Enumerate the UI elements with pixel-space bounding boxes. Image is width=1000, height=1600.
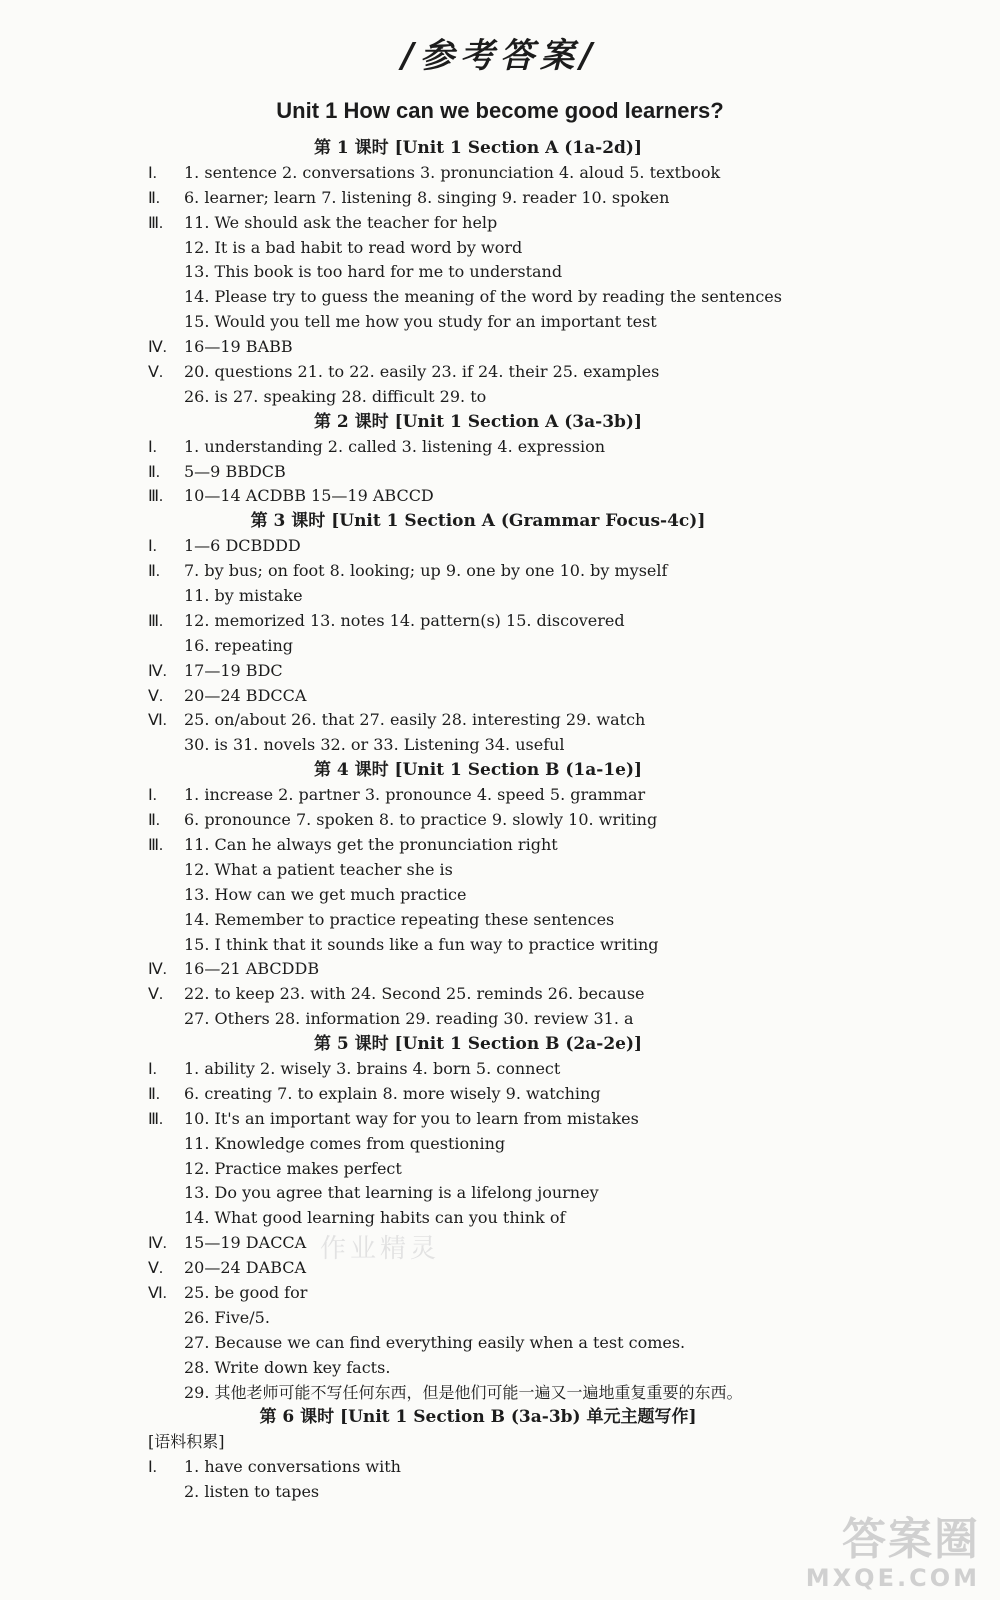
answer-text: 16—19 BABB (184, 337, 293, 357)
question-group-number: Ⅰ. (148, 438, 157, 456)
answer-text: 12. It is a bad habit to read word by word (184, 237, 523, 257)
answer-text: 1. increase 2. partner 3. pronounce 4. speed 5. grammar (184, 785, 646, 805)
answer-line (148, 161, 808, 186)
answer-line (148, 659, 808, 684)
question-group-number: Ⅳ. (148, 662, 167, 680)
answer-line (148, 1157, 808, 1182)
answer-text: 13. How can we get much practice (184, 884, 467, 904)
question-group-number: Ⅰ. (148, 538, 157, 556)
answer-text: 6. pronounce 7. spoken 8. to practice 9. slowly 10. writing (184, 810, 658, 830)
answer-text: 1. have conversations with (184, 1457, 401, 1477)
answer-text: 14. What good learning habits can you think of (184, 1208, 566, 1228)
lesson-heading: 第 6 课时 [Unit 1 Section B (3a-3b) 单元主题写作] (259, 1407, 697, 1428)
question-group-number: Ⅰ. (148, 1060, 157, 1078)
answer-line (148, 1281, 808, 1306)
answer-text: 1. ability 2. wisely 3. brains 4. born 5. connect (184, 1058, 561, 1078)
answer-line (148, 1256, 808, 1281)
answer-text: 15—19 DACCA (184, 1233, 307, 1253)
question-group-number: Ⅴ. (148, 1260, 163, 1278)
section-label (148, 1430, 808, 1455)
answer-text: 11. We should ask the teacher for help (184, 212, 498, 232)
answer-line (148, 1057, 808, 1082)
answer-text: 17—19 BDC (184, 660, 283, 680)
answer-text: 16. repeating (184, 635, 293, 655)
question-group-number: Ⅱ. (148, 1085, 160, 1103)
question-group-number: Ⅲ. (148, 612, 164, 630)
answer-line (148, 310, 808, 335)
question-group-number: Ⅲ. (148, 836, 164, 854)
question-group-number: Ⅳ. (148, 961, 167, 979)
answer-text: 11. Can he always get the pronunciation right (184, 834, 558, 854)
answer-text: 6. creating 7. to explain 8. more wisely 9. watching (184, 1083, 601, 1103)
lesson-heading: 第 1 课时 [Unit 1 Section A (1a-2d)] (313, 138, 642, 158)
lesson-heading: 第 4 课时 [Unit 1 Section B (1a-1e)] (313, 760, 643, 781)
question-group-number: Ⅲ. (148, 1110, 164, 1128)
answer-line (148, 285, 808, 310)
answer-line (148, 609, 808, 634)
answer-text: 20—24 BDCCA (184, 685, 307, 705)
lesson-heading: 第 3 课时 [Unit 1 Section A (Grammar Focus-4c)] (250, 511, 706, 532)
answer-text: 20. questions 21. to 22. easily 23. if 24. their 25. examples (184, 362, 660, 382)
answer-line (148, 435, 808, 460)
answer-line (148, 1480, 808, 1505)
answer-line (148, 1356, 808, 1381)
answer-text: 11. Knowledge comes from questioning (184, 1133, 506, 1153)
question-group-number: Ⅳ. (148, 339, 167, 357)
answer-text: 16—21 ABCDDB (184, 959, 320, 979)
question-group-number: Ⅱ. (148, 812, 160, 830)
watermark-url: MXQE.COM (805, 1564, 980, 1592)
answer-line (148, 260, 808, 285)
question-group-number: Ⅵ. (148, 1284, 167, 1302)
answer-line (148, 1231, 808, 1256)
answer-text: 27. Because we can find everything easily when a test comes. (184, 1332, 686, 1352)
answer-line (148, 584, 808, 609)
question-group-number: Ⅵ. (148, 712, 167, 730)
answer-line (148, 1331, 808, 1356)
answer-line (148, 957, 808, 982)
answer-line (148, 460, 808, 485)
question-group-number: Ⅳ. (148, 1235, 167, 1253)
answer-line (148, 1082, 808, 1107)
question-group-number: Ⅰ. (148, 787, 157, 805)
answer-line (148, 733, 808, 758)
answer-line (148, 211, 808, 236)
page-title: /参考答案/ (401, 36, 599, 76)
answer-line (148, 1007, 808, 1032)
watermark-stamp: 作业精灵 (320, 1234, 441, 1264)
answer-text: 1. sentence 2. conversations 3. pronunciation 4. aloud 5. textbook (184, 162, 721, 182)
answer-text: 26. Five/5. (184, 1307, 270, 1327)
watermark-main: 答案圈 (842, 1514, 980, 1565)
answer-text: 7. by bus; on foot 8. looking; up 9. one by one 10. by myself (184, 561, 668, 581)
unit-title: Unit 1 How can we become good learners? (276, 98, 724, 123)
answer-text: 27. Others 28. information 29. reading 30. review 31. a (184, 1009, 634, 1029)
answer-text: 1—6 DCBDDD (184, 536, 301, 556)
answer-line (148, 858, 808, 883)
answer-text: 25. on/about 26. that 27. easily 28. interesting 29. watch (184, 710, 646, 730)
question-group-number: Ⅴ. (148, 986, 163, 1004)
answer-text: 15. I think that it sounds like a fun way to practice writing (184, 934, 659, 954)
answer-text: 12. What a patient teacher she is (184, 859, 453, 879)
answer-text: 22. to keep 23. with 24. Second 25. reminds 26. because (184, 984, 645, 1004)
answer-line (148, 360, 808, 385)
answer-text: 12. Practice makes perfect (184, 1158, 402, 1178)
answer-text: 6. learner; learn 7. listening 8. singing 9. reader 10. spoken (184, 187, 670, 207)
answer-line (148, 534, 808, 559)
answer-line (148, 833, 808, 858)
answer-line (148, 933, 808, 958)
answer-text: 26. is 27. speaking 28. difficult 29. to (184, 386, 487, 406)
answer-line (148, 484, 808, 509)
answer-text: 10. It's an important way for you to learn from mistakes (184, 1108, 639, 1128)
answer-line (148, 634, 808, 659)
answer-line (148, 883, 808, 908)
answer-text: 15. Would you tell me how you study for an important test (184, 312, 657, 332)
answer-text: 25. be good for (184, 1282, 308, 1302)
answer-line (148, 385, 808, 410)
question-group-number: Ⅴ. (148, 687, 163, 705)
answer-text: 14. Remember to practice repeating these sentences (184, 909, 615, 929)
question-group-number: Ⅱ. (148, 463, 160, 481)
answer-line (148, 708, 808, 733)
question-group-number: Ⅲ. (148, 214, 164, 232)
question-group-number: Ⅰ. (148, 164, 157, 182)
answer-text: 20—24 DABCA (184, 1258, 307, 1278)
question-group-number: Ⅱ. (148, 563, 160, 581)
watermark-logo (806, 1516, 980, 1592)
answer-line (148, 1181, 808, 1206)
question-group-number: Ⅰ. (148, 1459, 157, 1477)
answer-text: 29. 其他老师可能不写任何东西，但是他们可能一遍又一遍地重复重要的东西。 (184, 1382, 743, 1402)
answer-line (148, 1306, 808, 1331)
answer-text: 28. Write down key facts. (184, 1357, 391, 1377)
answer-line (148, 186, 808, 211)
answer-text: 12. memorized 13. notes 14. pattern(s) 15. discovered (184, 610, 625, 630)
answer-line (148, 684, 808, 709)
answer-text: 11. by mistake (184, 586, 303, 606)
answer-text: 30. is 31. novels 32. or 33. Listening 34. useful (184, 735, 565, 755)
answer-text: 13. Do you agree that learning is a lifelong journey (184, 1183, 599, 1203)
answer-line (148, 236, 808, 261)
answer-text: 10—14 ACDBB 15—19 ABCCD (184, 486, 434, 506)
answer-text: 14. Please try to guess the meaning of the word by reading the sentences (184, 287, 782, 307)
answer-text: 2. listen to tapes (184, 1482, 320, 1502)
answer-line (148, 783, 808, 808)
answer-list (148, 136, 808, 1505)
answer-line (148, 1455, 808, 1480)
answer-line (148, 808, 808, 833)
answer-line (148, 1132, 808, 1157)
answer-text: [语料积累] (148, 1432, 225, 1452)
question-group-number: Ⅴ. (148, 364, 163, 382)
answer-line (148, 982, 808, 1007)
lesson-heading: 第 5 课时 [Unit 1 Section B (2a-2e)] (313, 1034, 643, 1055)
answer-text: 5—9 BBDCB (184, 461, 286, 481)
question-group-number: Ⅱ. (148, 189, 160, 207)
answer-text: 13. This book is too hard for me to understand (184, 262, 563, 282)
answer-text: 1. understanding 2. called 3. listening 4. expression (184, 436, 606, 456)
lesson-heading: 第 2 课时 [Unit 1 Section A (3a-3b)] (313, 411, 642, 432)
answer-line (148, 559, 808, 584)
answer-line (148, 335, 808, 360)
answer-line (148, 908, 808, 933)
answer-line (148, 1107, 808, 1132)
answer-line (148, 1381, 808, 1406)
answer-line (148, 1206, 808, 1231)
question-group-number: Ⅲ. (148, 488, 164, 506)
